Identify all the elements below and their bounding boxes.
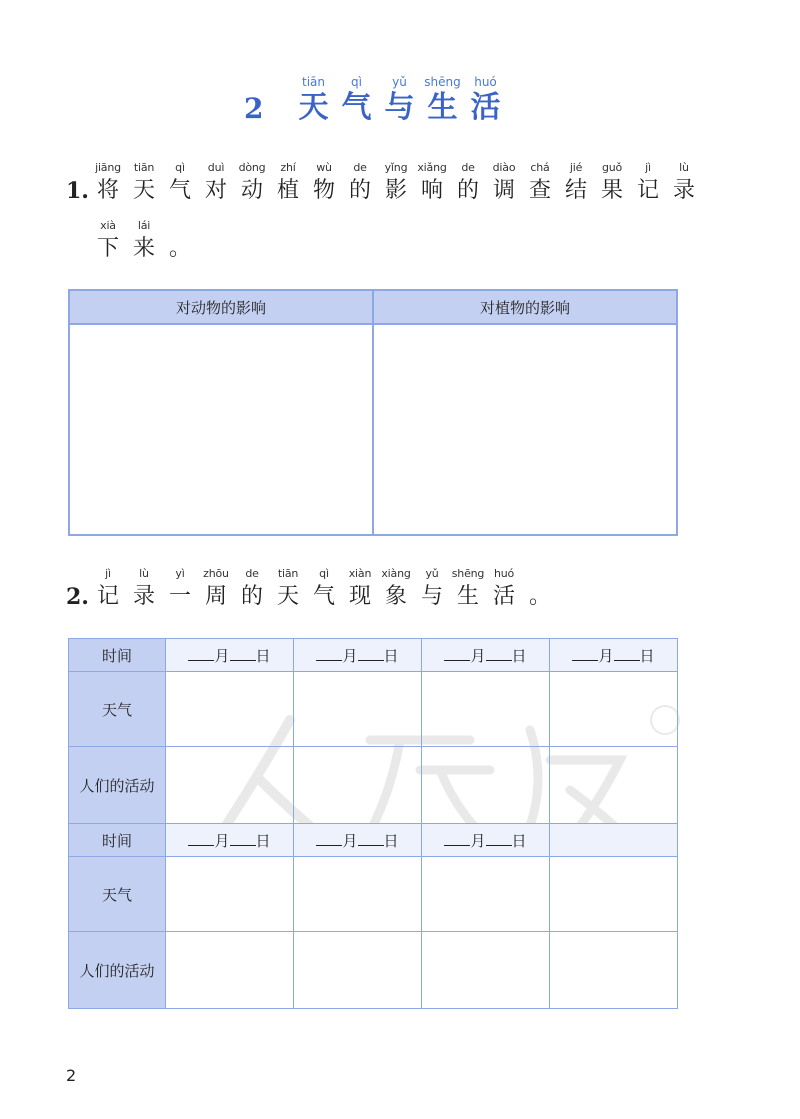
date-cell[interactable] [294,824,422,857]
question-1-line-1 [90,160,710,206]
char-cell [450,160,486,206]
activity-answer-cell[interactable] [550,747,678,824]
lesson-number: 2 [244,92,264,125]
hanzi: 果 [600,178,623,203]
char-cell [292,74,335,126]
pinyin: duì [207,161,225,174]
hanzi: 天 [298,90,329,125]
question-2-line-1 [90,566,610,612]
pinyin: chá [530,161,550,174]
day-blank[interactable] [614,646,640,661]
char-cell [90,218,126,264]
activity-answer-cell[interactable] [422,932,550,1009]
char-cell [594,160,630,206]
hanzi: 现 [348,584,371,609]
row-label-weather: 天气 [69,857,166,932]
question-2-number: 2. [66,584,89,610]
row-label-activity: 人们的活动 [69,747,166,824]
month-label: 月 [342,831,358,850]
animal-column [70,291,372,534]
day-label: 日 [255,646,271,665]
hanzi: 气 [312,584,335,609]
date-cell[interactable] [422,824,550,857]
pinyin [522,566,558,582]
weather-row [69,857,678,932]
month-label: 月 [470,646,486,665]
pinyin: yǔ [392,75,407,89]
char-cell [270,160,306,206]
hanzi: 记 [96,584,119,609]
hanzi: 对 [204,178,227,203]
pinyin: lù [679,161,689,174]
char-cell [421,74,464,126]
hanzi: 植 [276,178,299,203]
plant-column-header: 对植物的影响 [374,291,676,325]
month-label: 月 [214,646,230,665]
pinyin: dòng [238,161,266,174]
char-cell [162,218,198,264]
hanzi: 气 [341,90,372,125]
char-cell [450,566,486,612]
weather-answer-cell[interactable] [550,857,678,932]
pinyin: yǐng [384,161,408,174]
char-cell [378,160,414,206]
row-label-time: 时间 [69,639,166,672]
hanzi: 。 [168,236,191,261]
pinyin: zhōu [203,567,229,580]
char-cell [234,160,270,206]
char-cell [126,566,162,612]
pinyin: huó [474,75,497,89]
month-blank[interactable] [188,831,214,846]
pinyin: jì [105,567,111,580]
row-label-time: 时间 [69,824,166,857]
hanzi: 动 [240,178,263,203]
hanzi: 影 [384,178,407,203]
activity-answer-cell[interactable] [422,747,550,824]
hanzi: 活 [470,90,501,125]
hanzi: 物 [312,178,335,203]
char-cell [378,74,421,126]
hanzi: 录 [672,178,695,203]
pinyin: xià [100,219,116,232]
char-cell [522,566,558,612]
pinyin: de [353,161,367,174]
hanzi: 象 [384,584,407,609]
influence-table [68,289,678,536]
month-blank[interactable] [316,831,342,846]
hanzi: 一 [168,584,191,609]
pinyin: lái [137,219,151,232]
char-cell [342,566,378,612]
char-cell [486,566,522,612]
day-blank[interactable] [358,646,384,661]
hanzi: 。 [528,584,551,609]
pinyin: zhí [280,161,296,174]
char-cell [198,566,234,612]
activity-row [69,747,678,824]
hanzi: 的 [348,178,371,203]
hanzi: 的 [240,584,263,609]
activity-answer-cell[interactable] [294,747,422,824]
weather-answer-cell[interactable] [166,672,294,747]
char-cell [486,160,522,206]
pinyin: de [461,161,475,174]
char-cell [162,566,198,612]
plant-answer-area[interactable] [374,325,676,534]
date-cell[interactable] [166,639,294,672]
hanzi: 与 [420,584,443,609]
page-number: 2 [66,1066,77,1085]
pinyin: yì [175,567,185,580]
char-cell [270,566,306,612]
question-1-line-2 [90,218,290,264]
pinyin: yǔ [425,567,439,580]
pinyin: xiàn [348,567,372,580]
pinyin: shēng [451,567,485,580]
day-label: 日 [511,831,527,850]
char-cell [414,160,450,206]
char-cell [464,74,507,126]
weather-row [69,672,678,747]
char-cell [90,160,126,206]
pinyin: tiān [133,161,155,174]
lesson-title [236,74,506,134]
day-label: 日 [255,831,271,850]
pinyin: jì [645,161,651,174]
activity-answer-cell[interactable] [166,932,294,1009]
hanzi: 与 [384,90,415,125]
pinyin: shēng [424,75,461,89]
pinyin: qì [351,75,362,89]
month-label: 月 [342,646,358,665]
char-cell [666,160,702,206]
activity-answer-cell[interactable] [550,932,678,1009]
month-blank[interactable] [316,646,342,661]
char-cell [90,566,126,612]
day-label: 日 [383,831,399,850]
char-cell [126,160,162,206]
pinyin: jiāng [95,161,121,174]
pinyin: jié [569,161,583,174]
pinyin: diào [492,161,516,174]
weather-answer-cell[interactable] [422,857,550,932]
hanzi: 气 [168,178,191,203]
activity-answer-cell[interactable] [294,932,422,1009]
hanzi: 活 [492,584,515,609]
activity-row [69,932,678,1009]
char-cell [342,160,378,206]
hanzi: 天 [132,178,155,203]
char-cell [378,566,414,612]
pinyin: tiān [277,567,299,580]
question-1-number: 1. [66,178,89,204]
hanzi: 天 [276,584,299,609]
char-cell [126,218,162,264]
hanzi: 响 [420,178,443,203]
day-blank[interactable] [358,831,384,846]
pinyin: qì [319,567,329,580]
hanzi: 将 [96,178,119,203]
day-label: 日 [511,646,527,665]
weather-answer-cell[interactable] [294,857,422,932]
day-label: 日 [383,646,399,665]
time-row [69,639,678,672]
hanzi: 查 [528,178,551,203]
char-cell [522,160,558,206]
hanzi: 记 [636,178,659,203]
weather-answer-cell[interactable] [294,672,422,747]
weather-answer-cell[interactable] [422,672,550,747]
day-label: 日 [639,646,655,665]
pinyin: lù [139,567,149,580]
pinyin: huó [493,567,515,580]
date-cell[interactable] [166,824,294,857]
activity-answer-cell[interactable] [166,747,294,824]
char-cell [335,74,378,126]
weather-week-table [68,638,678,1009]
animal-answer-area[interactable] [70,325,372,534]
date-cell [550,824,678,857]
row-label-weather: 天气 [69,672,166,747]
animal-column-header: 对动物的影响 [70,291,372,325]
char-cell [414,566,450,612]
char-cell [630,160,666,206]
month-label: 月 [470,831,486,850]
pinyin: guǒ [601,161,623,174]
hanzi: 调 [492,178,515,203]
hanzi: 结 [564,178,587,203]
month-blank[interactable] [572,646,598,661]
char-cell [558,160,594,206]
hanzi: 来 [132,236,155,261]
pinyin: qì [175,161,185,174]
char-cell [306,160,342,206]
pinyin: tiān [302,75,325,89]
month-blank[interactable] [444,831,470,846]
hanzi: 录 [132,584,155,609]
month-blank[interactable] [188,646,214,661]
month-blank[interactable] [444,646,470,661]
pinyin: wù [316,161,332,174]
date-cell[interactable] [550,639,678,672]
month-label: 月 [598,646,614,665]
char-cell [162,160,198,206]
pinyin [162,218,198,234]
pinyin: de [245,567,259,580]
pinyin: xiǎng [417,161,447,174]
hanzi: 生 [427,90,458,125]
hanzi: 周 [204,584,227,609]
weather-answer-cell[interactable] [166,857,294,932]
row-label-activity: 人们的活动 [69,932,166,1009]
day-blank[interactable] [486,646,512,661]
hanzi: 生 [456,584,479,609]
char-cell [306,566,342,612]
month-label: 月 [214,831,230,850]
hanzi: 下 [96,236,119,261]
char-cell [198,160,234,206]
date-cell[interactable] [294,639,422,672]
char-cell [234,566,270,612]
day-blank[interactable] [230,831,256,846]
weather-answer-cell[interactable] [550,672,678,747]
pinyin: xiàng [381,567,411,580]
day-blank[interactable] [230,646,256,661]
hanzi: 的 [456,178,479,203]
date-cell[interactable] [422,639,550,672]
plant-column [372,291,676,534]
time-row [69,824,678,857]
day-blank[interactable] [486,831,512,846]
lesson-title-chars [292,74,507,126]
